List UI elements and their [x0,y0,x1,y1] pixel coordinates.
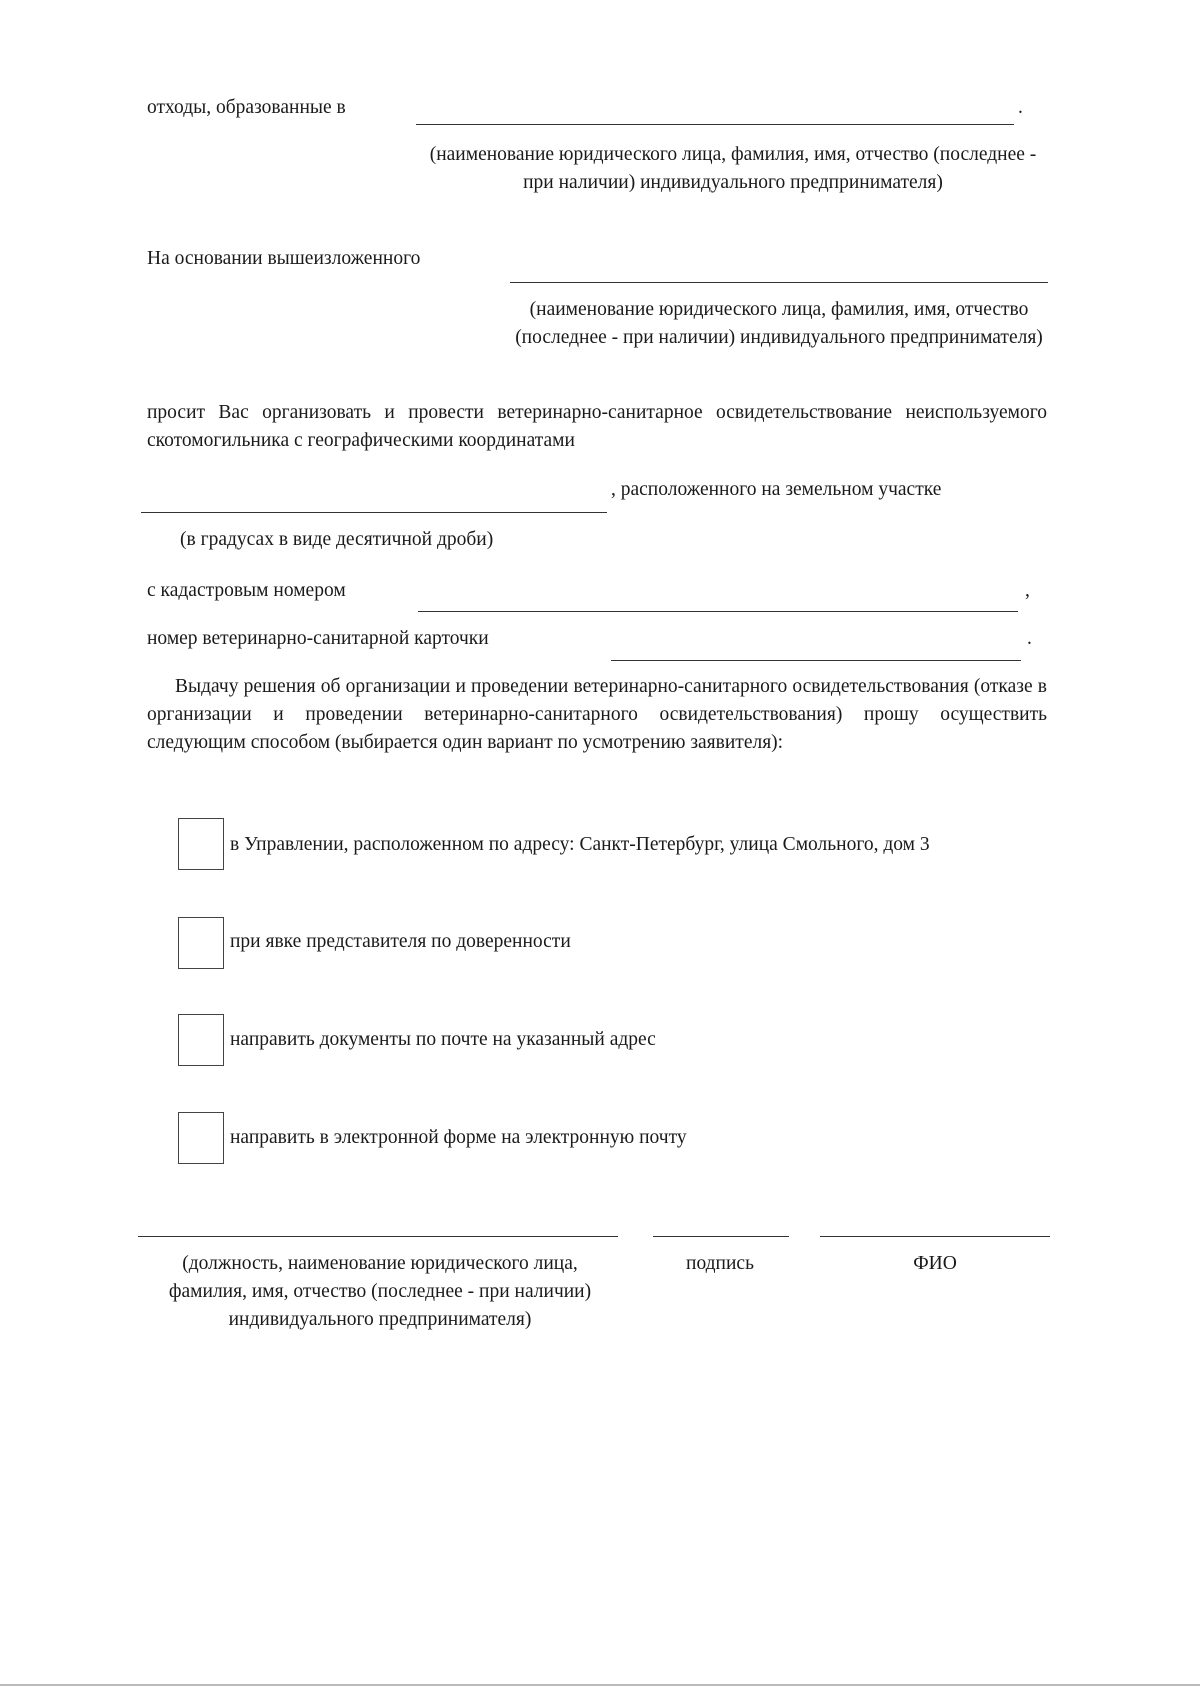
waste-end-punct: . [1018,97,1023,118]
cadastral-number-field[interactable] [418,611,1018,612]
caption-legal-entity-1: (наименование юридического лица, фамилия, имя, отчество (последнее - при наличии) индивидуального предпринимателя) [429,144,1037,193]
option-label-office: в Управлении, расположенном по адресу: Санкт-Петербург, улица Смольного, дом 3 [230,834,930,855]
option-checkbox-representative[interactable] [178,917,224,969]
full-name-line[interactable] [820,1236,1050,1237]
cadastral-end-punct: , [1025,580,1030,601]
full-name-caption: ФИО [913,1253,957,1274]
option-checkbox-post[interactable] [178,1014,224,1066]
option-checkbox-office[interactable] [178,818,224,870]
waste-label: отходы, образованные в [147,97,346,118]
option-label-post: направить документы по почте на указанный адрес [230,1029,656,1050]
cadastral-label: с кадастровым номером [147,580,346,601]
option-label-representative: при явке представителя по доверенности [230,931,571,952]
vet-card-end-punct: . [1027,628,1032,649]
vet-card-number-field[interactable] [611,660,1021,661]
option-checkbox-email[interactable] [178,1112,224,1164]
based-on-label: На основании вышеизложенного [147,248,421,269]
located-label: , расположенного на земельном участке [611,479,942,500]
page-bottom-edge [0,1684,1200,1686]
applicant-name-field[interactable] [510,282,1048,283]
position-caption: (должность, наименование юридического лица, фамилия, имя, отчество (последнее - при наличии) индивидуального предпринимателя) [168,1253,592,1330]
request-paragraph: просит Вас организовать и провести ветеринарно-санитарное освидетельствование неиспользуемого скотомогильника с географическими координатами [147,402,1047,451]
position-signature-line[interactable] [138,1236,618,1237]
coordinates-field[interactable] [141,512,607,513]
option-label-email: направить в электронной форме на электронную почту [230,1127,687,1148]
signature-line[interactable] [653,1236,789,1237]
caption-legal-entity-2: (наименование юридического лица, фамилия, имя, отчество (последнее - при наличии) индивидуального предпринимателя) [515,299,1043,348]
caption-coordinates: (в градусах в виде десятичной дроби) [180,529,494,550]
vet-card-label: номер ветеринарно-санитарной карточки [147,628,489,649]
signature-caption: подпись [686,1253,754,1274]
delivery-paragraph: Выдачу решения об организации и проведении ветеринарно-санитарного освидетельствования (отказе в организации и проведении ветеринарно-санитарного освидетельствования) прошу осуществить следующим способом (выбирается один вариант по усмотрению заявителя): [147,676,1047,753]
waste-source-field[interactable] [416,124,1014,125]
